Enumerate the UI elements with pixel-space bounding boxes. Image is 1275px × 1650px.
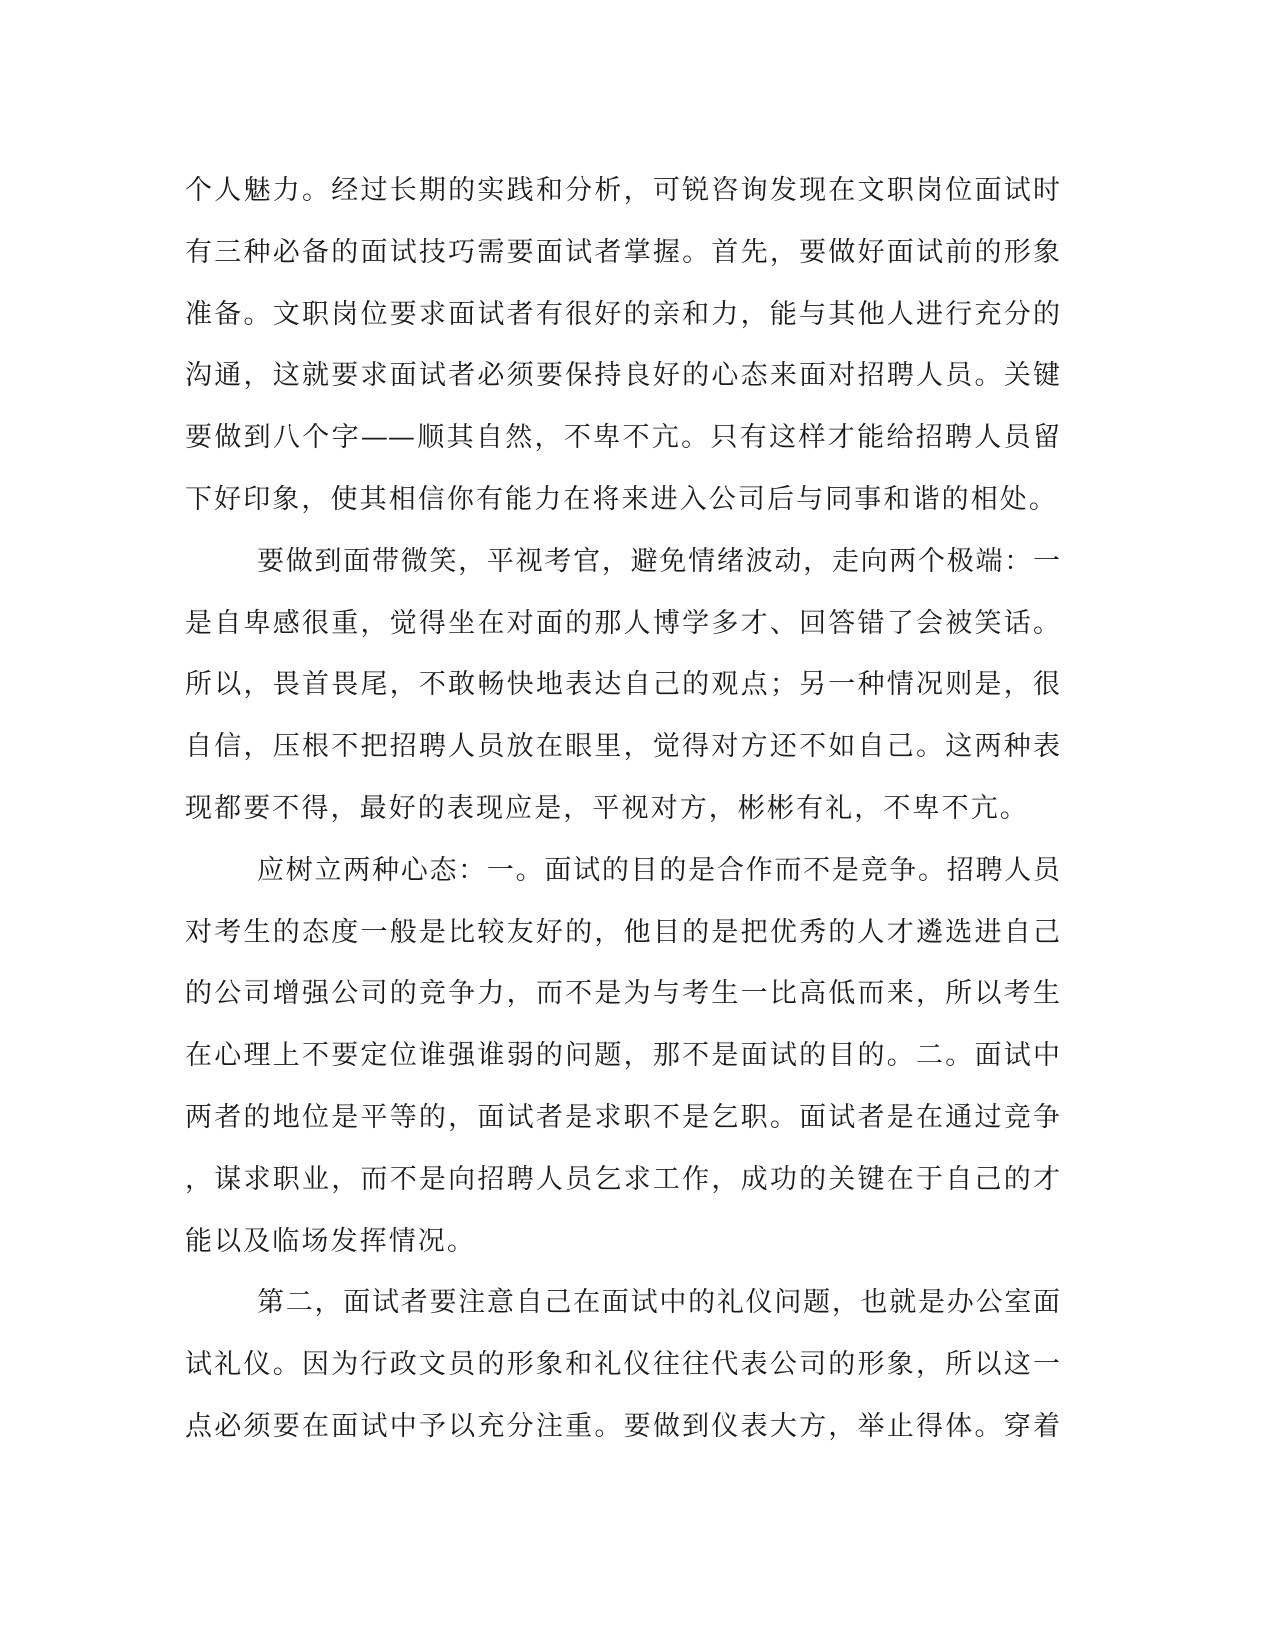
- text-line: ，谋求职业，而不是向招聘人员乞求工作，成功的关键在于自己的才: [185, 1163, 1060, 1195]
- text-line: 个人魅力。经过长期的实践和分析，可锐咨询发现在文职岗位面试时: [185, 175, 1060, 206]
- text-line: 试礼仪。因为行政文员的形象和礼仪往往代表公司的形象，所以这一: [185, 1349, 1060, 1381]
- text-line: 自信，压根不把招聘人员放在眼里，觉得对方还不如自己。这两种表: [185, 731, 1060, 763]
- paragraph-first-line: 第二，面试者要注意自己在面试中的礼仪问题，也就是办公室面: [257, 1287, 1060, 1319]
- document-body: [185, 160, 1060, 1458]
- text-line: 准备。文职岗位要求面试者有很好的亲和力，能与其他人进行充分的: [185, 298, 1060, 330]
- text-line: 在心理上不要定位谁强谁弱的问题，那不是面试的目的。二。面试中: [185, 1040, 1060, 1072]
- text-line: 现都要不得，最好的表现应是，平视对方，彬彬有礼，不卑不亢。: [185, 792, 1029, 824]
- text-line: 点必须要在面试中予以充分注重。要做到仪表大方，举止得体。穿着: [185, 1410, 1060, 1442]
- text-line: 要做到八个字——顺其自然，不卑不亢。只有这样才能给招聘人员留: [185, 422, 1060, 454]
- text-line: 两者的地位是平等的，面试者是求职不是乞职。面试者是在通过竞争: [185, 1101, 1060, 1133]
- text-line: 是自卑感很重，觉得坐在对面的那人博学多才、回答错了会被笑话。: [185, 607, 1060, 639]
- text-line: 下好印象，使其相信你有能力在将来进入公司后与同事和谐的相处。: [185, 483, 1058, 515]
- paragraph-first-line: 要做到面带微笑，平视考官，避免情绪波动，走向两个极端：一: [257, 545, 1060, 577]
- paragraph-first-line: 应树立两种心态：一。面试的目的是合作而不是竞争。招聘人员: [257, 854, 1060, 886]
- text-line: 能以及临场发挥情况。: [185, 1225, 476, 1257]
- text-line: 对考生的态度一般是比较友好的，他目的是把优秀的人才遴选进自己: [185, 916, 1060, 948]
- text-line: 的公司增强公司的竞争力，而不是为与考生一比高低而来，所以考生: [185, 978, 1060, 1010]
- text-line: 沟通，这就要求面试者必须要保持良好的心态来面对招聘人员。关键: [185, 360, 1060, 392]
- text-line: 有三种必备的面试技巧需要面试者掌握。首先，要做好面试前的形象: [185, 236, 1060, 268]
- text-line: 所以，畏首畏尾，不敢畅快地表达自己的观点；另一种情况则是，很: [185, 669, 1060, 701]
